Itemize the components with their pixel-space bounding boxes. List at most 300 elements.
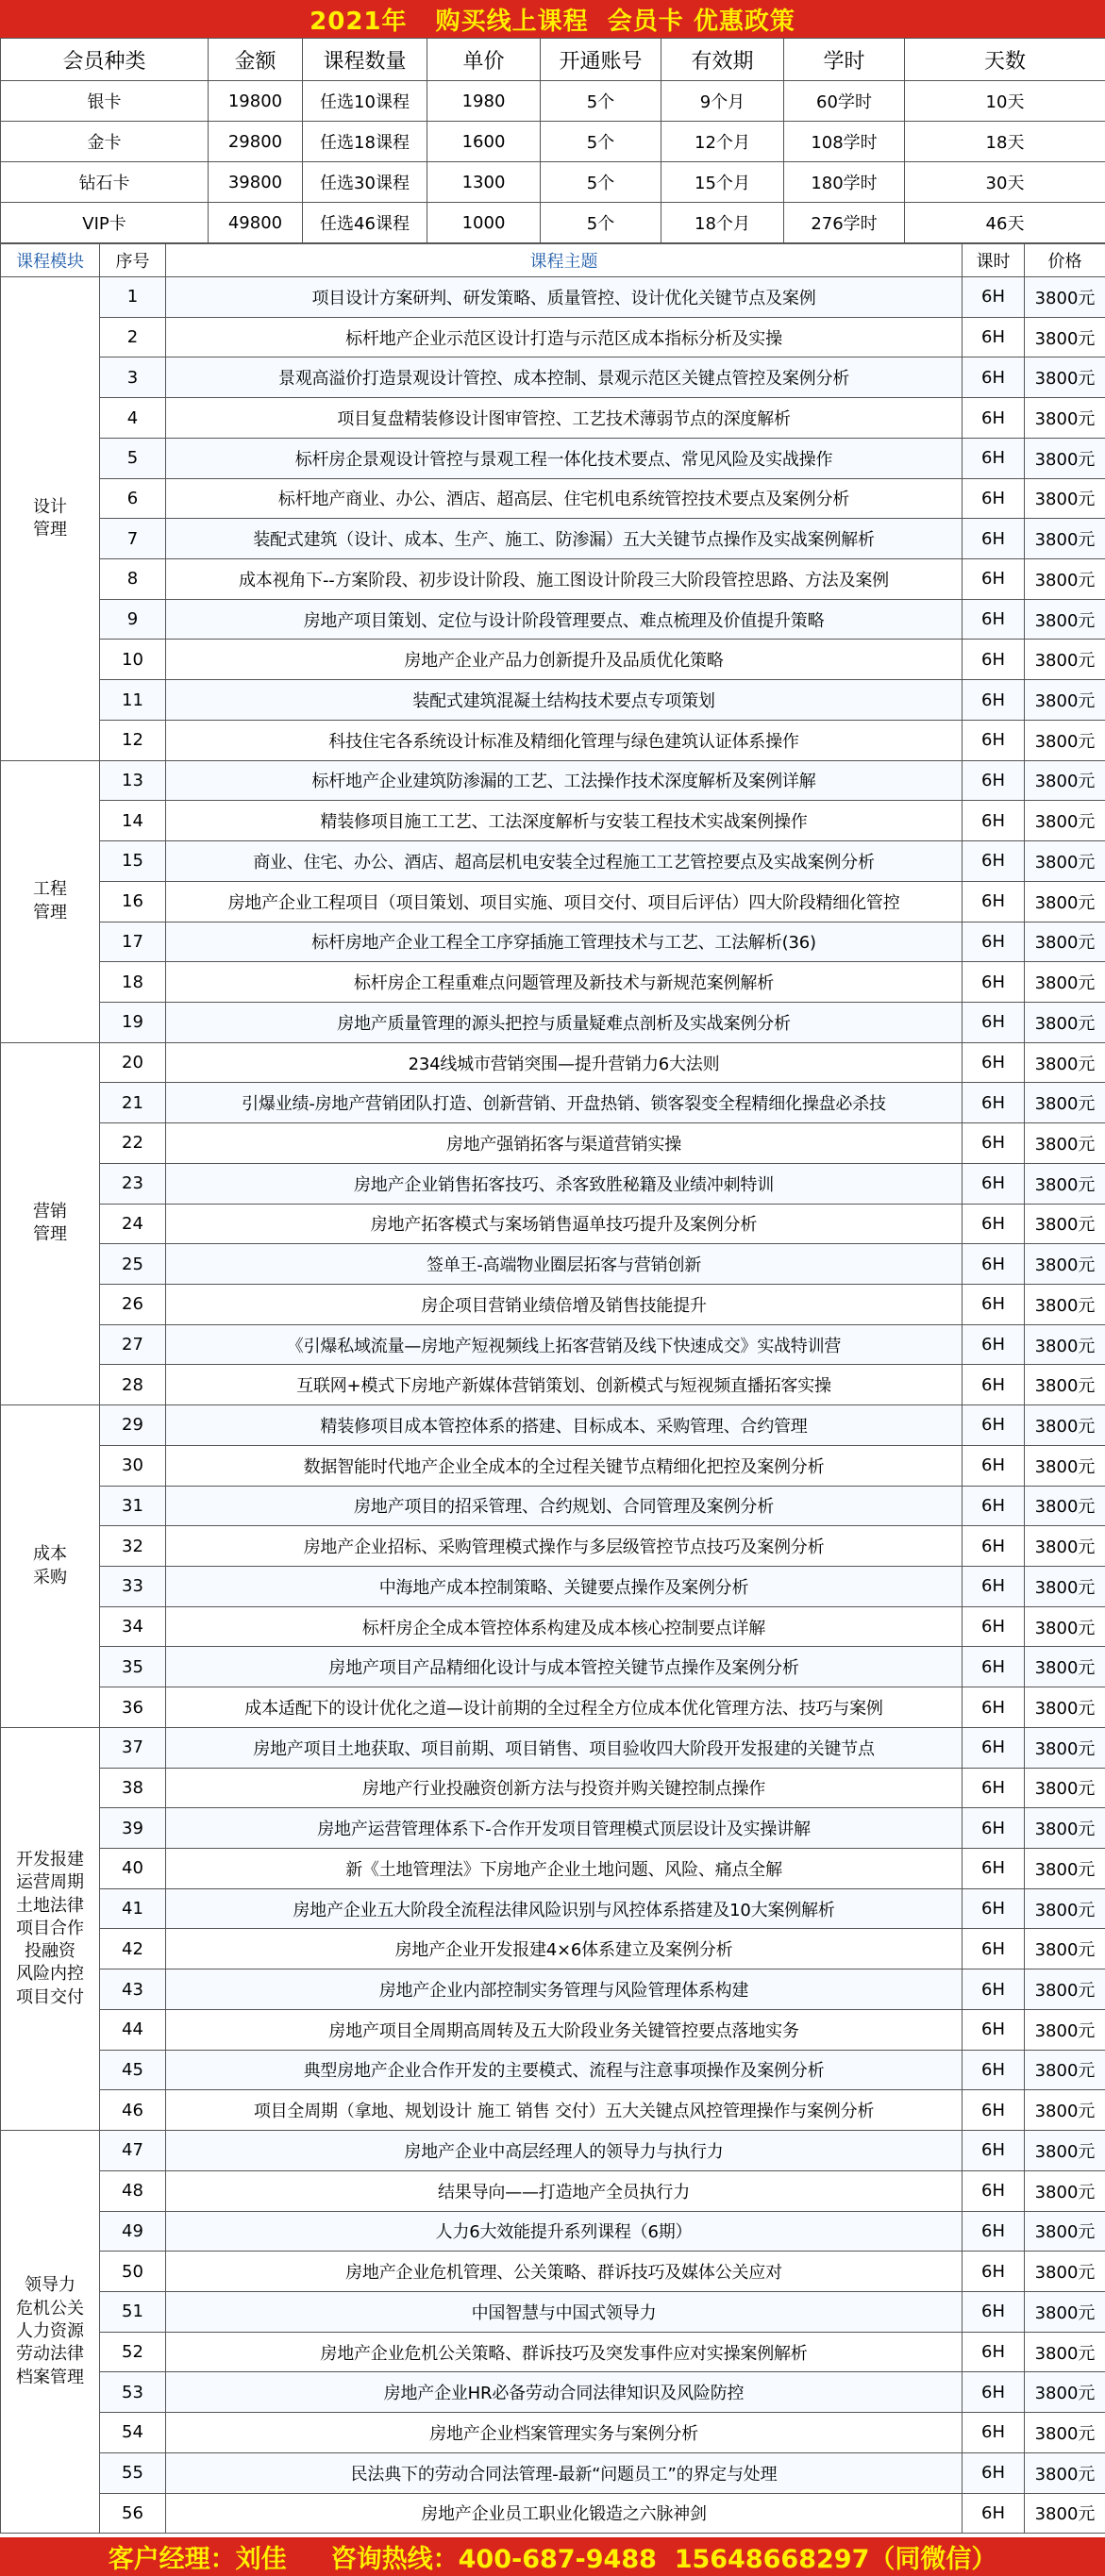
course-index: 5 — [100, 438, 166, 478]
table-row — [1, 1929, 1105, 1969]
course-price: 3800元 — [1025, 398, 1105, 439]
course-hours: 6H — [963, 720, 1025, 760]
course-hours: 6H — [963, 2493, 1025, 2534]
course-index: 30 — [100, 1445, 166, 1486]
membership-cell: 108学时 — [784, 122, 905, 162]
course-topic: 标杆地产企业示范区设计打造与示范区成本指标分析及实操 — [166, 317, 963, 357]
course-hours: 6H — [963, 1405, 1025, 1446]
course-hours: 6H — [963, 1727, 1025, 1768]
course-topic: 房地产企业招标、采购管理模式操作与多层级管控节点技巧及案例分析 — [166, 1526, 963, 1567]
membership-cell: 19800 — [209, 81, 303, 122]
course-index: 56 — [100, 2493, 166, 2534]
membership-cell: 39800 — [209, 162, 303, 203]
course-index: 17 — [100, 922, 166, 962]
course-price: 3800元 — [1025, 2413, 1105, 2453]
course-price: 3800元 — [1025, 1405, 1105, 1446]
course-hours: 6H — [963, 2050, 1025, 2090]
table-row — [1, 2493, 1105, 2534]
course-price: 3800元 — [1025, 1727, 1105, 1768]
course-price: 3800元 — [1025, 317, 1105, 357]
course-price: 3800元 — [1025, 357, 1105, 398]
course-topic: 房地产行业投融资创新方法与投资并购关键控制点操作 — [166, 1768, 963, 1808]
course-price: 3800元 — [1025, 1929, 1105, 1969]
membership-header — [1, 39, 1105, 81]
course-topic: 项目全周期（拿地、规划设计 施工 销售 交付）五大关键点风控管理操作与案例分析 — [166, 2090, 963, 2131]
course-hours: 6H — [963, 801, 1025, 841]
membership-cell: 5个 — [541, 122, 661, 162]
course-price: 3800元 — [1025, 801, 1105, 841]
course-hours: 6H — [963, 2211, 1025, 2252]
course-index: 47 — [100, 2131, 166, 2171]
course-topic: 房地产项目的招采管理、合约规划、合同管理及案例分析 — [166, 1486, 963, 1526]
table-row — [1, 1244, 1105, 1285]
course-topic: 房地产企业产品力创新提升及品质优化策略 — [166, 640, 963, 680]
membership-cell: 9个月 — [661, 81, 784, 122]
course-index: 35 — [100, 1647, 166, 1687]
course-hours: 6H — [963, 357, 1025, 398]
table-row — [1, 1768, 1105, 1808]
table-row — [1, 559, 1105, 600]
membership-cell: 5个 — [541, 203, 661, 243]
course-hours: 6H — [963, 1163, 1025, 1204]
table-row — [1, 1606, 1105, 1647]
membership-header-cell: 会员种类 — [1, 39, 209, 81]
course-hours: 6H — [963, 1768, 1025, 1808]
course-module-cell: 成本 采购 — [1, 1405, 100, 1728]
course-topic: 成本适配下的设计优化之道—设计前期的全过程全方位成本优化管理方法、技巧与案例 — [166, 1687, 963, 1728]
contact-footer: 客户经理：刘佳 咨询热线：400-687-9488 15648668297（同微信） — [0, 2537, 1105, 2576]
course-topic: 项目设计方案研判、研发策略、质量管控、设计优化关键节点及案例 — [166, 277, 963, 318]
course-price: 3800元 — [1025, 1567, 1105, 1607]
course-hours: 6H — [963, 1486, 1025, 1526]
course-index: 36 — [100, 1687, 166, 1728]
course-hours: 6H — [963, 1123, 1025, 1164]
course-price: 3800元 — [1025, 2170, 1105, 2211]
course-topic: 《引爆私域流量—房地产短视频线上拓客营销及线下快速成交》实战特训营 — [166, 1324, 963, 1365]
membership-cell: 10天 — [905, 81, 1105, 122]
course-price: 3800元 — [1025, 2090, 1105, 2131]
membership-cell: 钻石卡 — [1, 162, 209, 203]
table-row — [1, 478, 1105, 519]
course-hours: 6H — [963, 841, 1025, 882]
course-price: 3800元 — [1025, 1324, 1105, 1365]
course-index: 41 — [100, 1888, 166, 1929]
course-index: 40 — [100, 1849, 166, 1889]
table-row — [1, 317, 1105, 357]
course-index: 26 — [100, 1284, 166, 1324]
course-index: 8 — [100, 559, 166, 600]
membership-header-cell: 天数 — [905, 39, 1105, 81]
course-index: 54 — [100, 2413, 166, 2453]
course-index: 44 — [100, 2009, 166, 2050]
course-index: 1 — [100, 277, 166, 318]
course-hours: 6H — [963, 599, 1025, 640]
course-index: 3 — [100, 357, 166, 398]
course-index: 7 — [100, 519, 166, 559]
course-topic: 房地产企业档案管理实务与案例分析 — [166, 2413, 963, 2453]
course-index: 28 — [100, 1365, 166, 1405]
table-row — [1, 1284, 1105, 1324]
course-hours: 6H — [963, 2452, 1025, 2493]
course-topic: 标杆房地产企业工程全工序穿插施工管理技术与工艺、工法解析(36) — [166, 922, 963, 962]
course-price: 3800元 — [1025, 1647, 1105, 1687]
header-hours: 课时 — [963, 244, 1025, 277]
course-hours: 6H — [963, 1969, 1025, 2010]
course-hours: 6H — [963, 640, 1025, 680]
course-price: 3800元 — [1025, 2452, 1105, 2493]
course-hours: 6H — [963, 1365, 1025, 1405]
membership-cell: 1600 — [427, 122, 541, 162]
course-hours: 6H — [963, 680, 1025, 721]
course-hours: 6H — [963, 760, 1025, 801]
course-index: 11 — [100, 680, 166, 721]
table-row — [1, 1647, 1105, 1687]
course-index: 52 — [100, 2332, 166, 2372]
course-index: 55 — [100, 2452, 166, 2493]
membership-cell: 15个月 — [661, 162, 784, 203]
course-price: 3800元 — [1025, 640, 1105, 680]
course-hours: 6H — [963, 1888, 1025, 1929]
table-row — [1, 922, 1105, 962]
course-topic: 234线城市营销突围—提升营销力6大法则 — [166, 1042, 963, 1083]
course-topic: 房地产项目产品精细化设计与成本管控关键节点操作及案例分析 — [166, 1647, 963, 1687]
course-topic: 景观高溢价打造景观设计管控、成本控制、景观示范区关键点管控及案例分析 — [166, 357, 963, 398]
course-module-cell: 营销 管理 — [1, 1042, 100, 1404]
table-row — [1, 841, 1105, 882]
course-topic: 房地产企业开发报建4×6体系建立及案例分析 — [166, 1929, 963, 1969]
course-topic: 科技住宅各系统设计标准及精细化管理与绿色建筑认证体系操作 — [166, 720, 963, 760]
membership-row — [1, 81, 1105, 122]
table-row — [1, 277, 1105, 318]
course-hours: 6H — [963, 438, 1025, 478]
course-hours: 6H — [963, 2291, 1025, 2332]
membership-header-cell: 单价 — [427, 39, 541, 81]
table-row — [1, 962, 1105, 1003]
membership-cell: 276学时 — [784, 203, 905, 243]
course-topic: 房地产企业中高层经理人的领导力与执行力 — [166, 2131, 963, 2171]
course-price: 3800元 — [1025, 962, 1105, 1003]
course-topic: 精装修项目施工工艺、工法深度解析与安装工程技术实战案例操作 — [166, 801, 963, 841]
membership-cell: 1000 — [427, 203, 541, 243]
table-row — [1, 1969, 1105, 2010]
course-topic: 房地产强销拓客与渠道营销实操 — [166, 1123, 963, 1164]
course-price: 3800元 — [1025, 1687, 1105, 1728]
table-row — [1, 2090, 1105, 2131]
course-index: 24 — [100, 1204, 166, 1244]
table-row — [1, 1083, 1105, 1123]
membership-cell: 180学时 — [784, 162, 905, 203]
course-topic: 标杆地产企业建筑防渗漏的工艺、工法操作技术深度解析及案例详解 — [166, 760, 963, 801]
course-price: 3800元 — [1025, 680, 1105, 721]
membership-header-cell: 有效期 — [661, 39, 784, 81]
course-price: 3800元 — [1025, 1808, 1105, 1849]
course-hours: 6H — [963, 1808, 1025, 1849]
course-index: 31 — [100, 1486, 166, 1526]
course-hours: 6H — [963, 1244, 1025, 1285]
course-price: 3800元 — [1025, 1365, 1105, 1405]
course-hours: 6H — [963, 277, 1025, 318]
table-row — [1, 2211, 1105, 2252]
table-row — [1, 2452, 1105, 2493]
table-row — [1, 2413, 1105, 2453]
table-row — [1, 2131, 1105, 2171]
course-price: 3800元 — [1025, 2332, 1105, 2372]
course-hours: 6H — [963, 1002, 1025, 1042]
course-index: 9 — [100, 599, 166, 640]
course-index: 21 — [100, 1083, 166, 1123]
course-hours: 6H — [963, 1647, 1025, 1687]
table-row — [1, 760, 1105, 801]
course-index: 18 — [100, 962, 166, 1003]
course-topic: 房地产企业销售拓客技巧、杀客致胜秘籍及业绩冲刺特训 — [166, 1163, 963, 1204]
table-row — [1, 1888, 1105, 1929]
course-table — [0, 243, 1105, 2534]
course-hours: 6H — [963, 1567, 1025, 1607]
table-row — [1, 1002, 1105, 1042]
table-row — [1, 640, 1105, 680]
course-price: 3800元 — [1025, 1284, 1105, 1324]
course-topic: 精装修项目成本管控体系的搭建、目标成本、采购管理、合约管理 — [166, 1405, 963, 1446]
course-price: 3800元 — [1025, 1768, 1105, 1808]
course-price: 3800元 — [1025, 519, 1105, 559]
course-topic: 装配式建筑混凝土结构技术要点专项策划 — [166, 680, 963, 721]
course-topic: 房地产企业工程项目（项目策划、项目实施、项目交付、项目后评估）四大阶段精细化管控 — [166, 881, 963, 922]
course-price: 3800元 — [1025, 922, 1105, 962]
membership-cell: 金卡 — [1, 122, 209, 162]
table-row — [1, 1405, 1105, 1446]
table-row — [1, 1123, 1105, 1164]
course-topic: 房地产企业员工职业化锻造之六脉神剑 — [166, 2493, 963, 2534]
course-price: 3800元 — [1025, 1486, 1105, 1526]
course-topic: 标杆地产商业、办公、酒店、超高层、住宅机电系统管控技术要点及案例分析 — [166, 478, 963, 519]
course-hours: 6H — [963, 881, 1025, 922]
course-hours: 6H — [963, 1687, 1025, 1728]
course-topic: 标杆房企全成本管控体系构建及成本核心控制要点详解 — [166, 1606, 963, 1647]
course-topic: 新《土地管理法》下房地产企业土地问题、风险、痛点全解 — [166, 1849, 963, 1889]
membership-cell: 46天 — [905, 203, 1105, 243]
table-row — [1, 398, 1105, 439]
course-index: 51 — [100, 2291, 166, 2332]
course-price: 3800元 — [1025, 1526, 1105, 1567]
course-index: 49 — [100, 2211, 166, 2252]
course-price: 3800元 — [1025, 841, 1105, 882]
course-index: 13 — [100, 760, 166, 801]
course-hours: 6H — [963, 1929, 1025, 1969]
course-hours: 6H — [963, 398, 1025, 439]
course-topic: 房地产项目土地获取、项目前期、项目销售、项目验收四大阶段开发报建的关键节点 — [166, 1727, 963, 1768]
course-index: 10 — [100, 640, 166, 680]
course-price: 3800元 — [1025, 2050, 1105, 2090]
course-hours: 6H — [963, 1606, 1025, 1647]
membership-header-cell: 学时 — [784, 39, 905, 81]
course-topic: 房地产企业内部控制实务管理与风险管理体系构建 — [166, 1969, 963, 2010]
course-price: 3800元 — [1025, 1083, 1105, 1123]
course-topic: 民法典下的劳动合同法管理-最新“问题员工”的界定与处理 — [166, 2452, 963, 2493]
course-module-cell: 领导力 危机公关 人力资源 劳动法律 档案管理 — [1, 2131, 100, 2534]
course-index: 42 — [100, 1929, 166, 1969]
membership-cell: 任选46课程 — [303, 203, 427, 243]
course-module-cell: 设计 管理 — [1, 277, 100, 761]
course-topic: 中国智慧与中国式领导力 — [166, 2291, 963, 2332]
course-hours: 6H — [963, 1526, 1025, 1567]
membership-cell: 5个 — [541, 162, 661, 203]
course-index: 43 — [100, 1969, 166, 2010]
course-index: 14 — [100, 801, 166, 841]
course-hours: 6H — [963, 1324, 1025, 1365]
course-hours: 6H — [963, 1445, 1025, 1486]
course-price: 3800元 — [1025, 2131, 1105, 2171]
membership-cell: 12个月 — [661, 122, 784, 162]
table-row — [1, 1445, 1105, 1486]
table-row — [1, 2252, 1105, 2292]
header-topic: 课程主题 — [166, 244, 963, 277]
membership-cell: 18个月 — [661, 203, 784, 243]
course-module-cell: 工程 管理 — [1, 760, 100, 1042]
course-index: 53 — [100, 2372, 166, 2413]
course-price: 3800元 — [1025, 2493, 1105, 2534]
course-hours: 6H — [963, 1083, 1025, 1123]
course-price: 3800元 — [1025, 1163, 1105, 1204]
course-index: 29 — [100, 1405, 166, 1446]
course-topic: 房地产运营管理体系下-合作开发项目管理模式顶层设计及实操讲解 — [166, 1808, 963, 1849]
membership-cell: 49800 — [209, 203, 303, 243]
membership-cell: 5个 — [541, 81, 661, 122]
table-row — [1, 1365, 1105, 1405]
course-topic: 成本视角下--方案阶段、初步设计阶段、施工图设计阶段三大阶段管控思路、方法及案例 — [166, 559, 963, 600]
table-row — [1, 357, 1105, 398]
course-hours: 6H — [963, 2372, 1025, 2413]
course-hours: 6H — [963, 1849, 1025, 1889]
course-topic: 引爆业绩-房地产营销团队打造、创新营销、开盘热销、锁客裂变全程精细化操盘必杀技 — [166, 1083, 963, 1123]
course-price: 3800元 — [1025, 478, 1105, 519]
table-row — [1, 1163, 1105, 1204]
course-hours: 6H — [963, 2413, 1025, 2453]
table-row — [1, 2170, 1105, 2211]
course-price: 3800元 — [1025, 881, 1105, 922]
course-hours: 6H — [963, 478, 1025, 519]
course-price: 3800元 — [1025, 559, 1105, 600]
table-row — [1, 881, 1105, 922]
table-row — [1, 1849, 1105, 1889]
course-price: 3800元 — [1025, 760, 1105, 801]
course-price: 3800元 — [1025, 2372, 1105, 2413]
course-index: 25 — [100, 1244, 166, 1285]
course-hours: 6H — [963, 1042, 1025, 1083]
table-row — [1, 1526, 1105, 1567]
membership-cell: 60学时 — [784, 81, 905, 122]
course-price: 3800元 — [1025, 1002, 1105, 1042]
course-topic: 房地产企业HR必备劳动合同法律知识及风险防控 — [166, 2372, 963, 2413]
course-price: 3800元 — [1025, 720, 1105, 760]
table-row — [1, 438, 1105, 478]
membership-cell: VIP卡 — [1, 203, 209, 243]
course-topic: 房企项目营销业绩倍增及销售技能提升 — [166, 1284, 963, 1324]
course-index: 34 — [100, 1606, 166, 1647]
table-row — [1, 1204, 1105, 1244]
course-topic: 标杆房企景观设计管控与景观工程一体化技术要点、常见风险及实战操作 — [166, 438, 963, 478]
membership-header-cell: 开通账号 — [541, 39, 661, 81]
course-price: 3800元 — [1025, 1969, 1105, 2010]
course-index: 46 — [100, 2090, 166, 2131]
membership-row — [1, 162, 1105, 203]
membership-cell: 1980 — [427, 81, 541, 122]
course-topic: 房地产企业危机公关策略、群诉技巧及突发事件应对实操案例解析 — [166, 2332, 963, 2372]
course-topic: 人力6大效能提升系列课程（6期） — [166, 2211, 963, 2252]
course-topic: 房地产项目策划、定位与设计阶段管理要点、难点梳理及价值提升策略 — [166, 599, 963, 640]
membership-header-cell: 金额 — [209, 39, 303, 81]
course-hours: 6H — [963, 1204, 1025, 1244]
course-price: 3800元 — [1025, 277, 1105, 318]
table-row — [1, 1324, 1105, 1365]
table-row — [1, 2332, 1105, 2372]
header-module: 课程模块 — [1, 244, 100, 277]
course-price: 3800元 — [1025, 438, 1105, 478]
membership-cell: 29800 — [209, 122, 303, 162]
table-row — [1, 720, 1105, 760]
course-topic: 中海地产成本控制策略、关键要点操作及案例分析 — [166, 1567, 963, 1607]
header-index: 序号 — [100, 244, 166, 277]
course-hours: 6H — [963, 2170, 1025, 2211]
course-topic: 装配式建筑（设计、成本、生产、施工、防渗漏）五大关键节点操作及实战案例解析 — [166, 519, 963, 559]
course-price: 3800元 — [1025, 2252, 1105, 2292]
course-topic: 项目复盘精装修设计图审管控、工艺技术薄弱节点的深度解析 — [166, 398, 963, 439]
table-row — [1, 519, 1105, 559]
course-hours: 6H — [963, 2332, 1025, 2372]
course-index: 20 — [100, 1042, 166, 1083]
table-row — [1, 599, 1105, 640]
course-hours: 6H — [963, 962, 1025, 1003]
course-topic: 房地产质量管理的源头把控与质量疑难点剖析及实战案例分析 — [166, 1002, 963, 1042]
course-index: 15 — [100, 841, 166, 882]
membership-header-cell: 课程数量 — [303, 39, 427, 81]
table-row — [1, 1687, 1105, 1728]
course-hours: 6H — [963, 2009, 1025, 2050]
course-topic: 标杆房企工程重难点问题管理及新技术与新规范案例解析 — [166, 962, 963, 1003]
membership-table — [0, 38, 1105, 243]
course-hours: 6H — [963, 559, 1025, 600]
course-topic: 结果导向——打造地产全员执行力 — [166, 2170, 963, 2211]
course-index: 27 — [100, 1324, 166, 1365]
course-topic: 互联网+模式下房地产新媒体营销策划、创新模式与短视频直播拓客实操 — [166, 1365, 963, 1405]
course-hours: 6H — [963, 2252, 1025, 2292]
table-row — [1, 1042, 1105, 1083]
course-price: 3800元 — [1025, 2009, 1105, 2050]
course-price: 3800元 — [1025, 1244, 1105, 1285]
course-topic: 数据智能时代地产企业全成本的全过程关键节点精细化把控及案例分析 — [166, 1445, 963, 1486]
table-row — [1, 2291, 1105, 2332]
course-hours: 6H — [963, 2090, 1025, 2131]
course-price: 3800元 — [1025, 599, 1105, 640]
course-topic: 商业、住宅、办公、酒店、超高层机电安装全过程施工工艺管控要点及实战案例分析 — [166, 841, 963, 882]
course-index: 12 — [100, 720, 166, 760]
course-price: 3800元 — [1025, 1042, 1105, 1083]
course-index: 19 — [100, 1002, 166, 1042]
course-index: 4 — [100, 398, 166, 439]
header-price: 价格 — [1025, 244, 1105, 277]
membership-cell: 银卡 — [1, 81, 209, 122]
course-price: 3800元 — [1025, 2291, 1105, 2332]
table-row — [1, 1727, 1105, 1768]
course-hours: 6H — [963, 922, 1025, 962]
membership-cell: 30天 — [905, 162, 1105, 203]
membership-row — [1, 203, 1105, 243]
membership-row — [1, 122, 1105, 162]
table-row — [1, 2050, 1105, 2090]
course-topic: 房地产企业五大阶段全流程法律风险识别与风控体系搭建及10大案例解析 — [166, 1888, 963, 1929]
table-row — [1, 2372, 1105, 2413]
course-index: 2 — [100, 317, 166, 357]
course-price: 3800元 — [1025, 1888, 1105, 1929]
